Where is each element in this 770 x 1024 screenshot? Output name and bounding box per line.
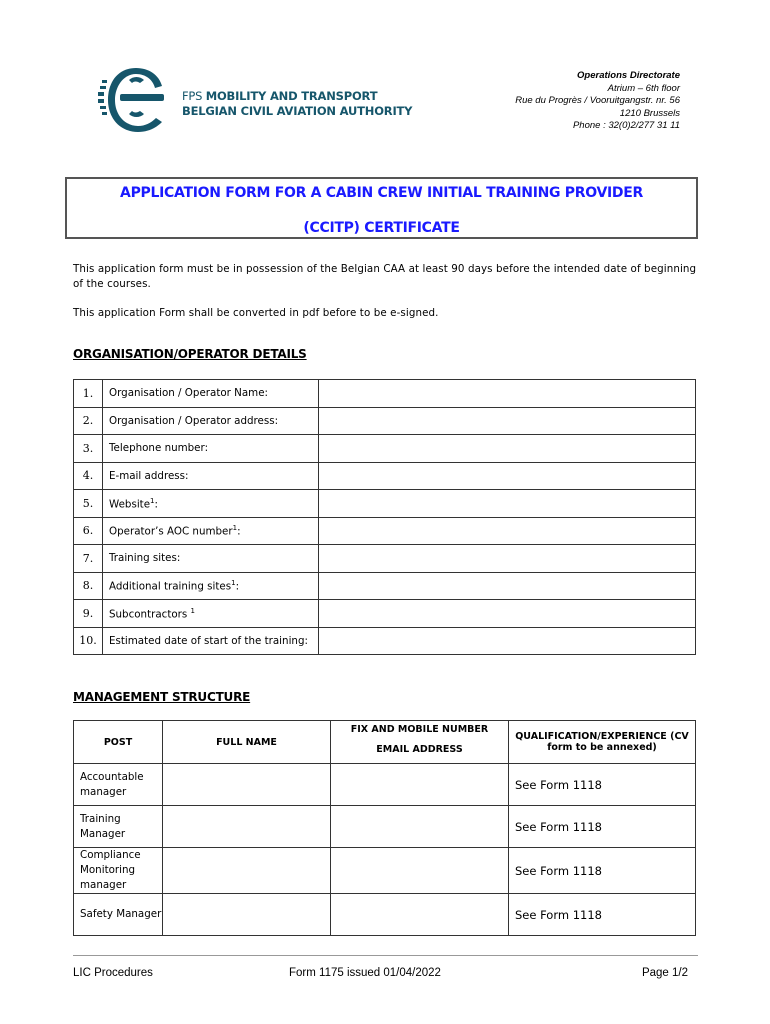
org-section-heading: ORGANISATION/OPERATOR DETAILS [73,347,307,361]
org-details-table [73,379,696,655]
row-value-field[interactable] [319,490,696,518]
full-name-field[interactable] [163,848,331,894]
footnote-marker: 1 [231,579,236,588]
address-line: Rue du Progrès / Vooruitgangstr. nr. 56 [515,95,680,106]
col-post: POST [74,721,163,764]
row-label-text: Website [109,497,151,510]
contact-field[interactable] [331,894,509,936]
table-row [74,627,696,655]
row-number: 9. [74,600,103,628]
row-number: 1. [74,380,103,408]
col-contact [331,721,509,764]
table-header-row [74,721,696,764]
row-label [103,490,319,518]
footnote-marker: 1 [232,524,238,533]
row-value-field[interactable] [319,517,696,545]
row-label-text: Organisation / Operator address: [109,414,279,427]
qualification-cell: See Form 1118 [509,806,696,848]
table-row [74,848,696,894]
col-full-name: FULL NAME [163,721,331,764]
row-number: 8. [74,572,103,600]
row-value-field[interactable] [319,627,696,655]
row-value-field[interactable] [319,407,696,435]
contact-field[interactable] [331,806,509,848]
address-title: Operations Directorate [577,70,680,81]
row-label [103,545,319,573]
row-label [103,435,319,463]
row-label-text: Operator’s AOC number [109,525,233,538]
row-label [103,572,319,600]
row-value-field[interactable] [319,435,696,463]
table-row [74,572,696,600]
full-name-field[interactable] [163,894,331,936]
intro-paragraph-2: This application Form shall be converted in pdf before to be e-signed. [73,307,439,319]
row-value-field[interactable] [319,545,696,573]
caa-logo-icon [96,66,168,134]
page-subtitle: (CCITP) CERTIFICATE [303,220,460,236]
footer-left: LIC Procedures [73,967,153,979]
footnote-marker: 1 [150,496,155,505]
row-value-field[interactable] [319,600,696,628]
contact-field[interactable] [331,764,509,806]
table-row [74,517,696,545]
row-label-suffix: : [154,497,158,510]
table-row [74,806,696,848]
row-label [103,462,319,490]
address-block [515,70,680,133]
footer-divider [73,955,698,956]
row-label-text: Additional training sites [109,580,232,593]
contact-field[interactable] [331,848,509,894]
row-label-text: Organisation / Operator Name: [109,387,269,400]
row-label [103,380,319,408]
title-box [65,177,698,239]
logo-fps: FPS [182,89,206,103]
col-contact-line1: FIX AND MOBILE NUMBER [350,724,489,735]
intro-paragraph: This application form must be in possession of the Belgian CAA at least 90 days before the intended date of beginning of the courses. [73,263,697,290]
post-cell: Compliance Monitoring manager [74,848,163,894]
col-qualification: QUALIFICATION/EXPERIENCE (CV form to be annexed) [509,721,696,764]
row-value-field[interactable] [319,462,696,490]
post-cell: Accountable manager [74,764,163,806]
full-name-field[interactable] [163,764,331,806]
table-row [74,490,696,518]
row-number: 6. [74,517,103,545]
row-label-suffix: : [235,580,240,593]
footer-center: Form 1175 issued 01/04/2022 [289,967,441,979]
table-row [74,764,696,806]
table-row [74,894,696,936]
row-label-text: Training sites: [109,552,181,565]
row-number: 10. [74,627,103,655]
row-label-text: Subcontractors [109,607,191,620]
row-number: 5. [74,490,103,518]
full-name-field[interactable] [163,806,331,848]
qualification-cell: See Form 1118 [509,894,696,936]
row-number: 7. [74,545,103,573]
table-row [74,545,696,573]
row-label-text: Estimated date of start of the training: [109,634,308,647]
col-contact-line2: EMAIL ADDRESS [376,744,463,755]
qualification-cell: See Form 1118 [509,764,696,806]
logo-wordmark [182,89,412,119]
row-label [103,407,319,435]
address-line: Phone : 32(0)2/277 31 11 [572,120,680,131]
row-value-field[interactable] [319,380,696,408]
logo-mobility: MOBILITY AND TRANSPORT [205,89,378,103]
row-number: 3. [74,435,103,463]
address-line: Atrium – 6th floor [607,82,680,94]
post-cell: Training Manager [74,806,163,848]
page-title: APPLICATION FORM FOR A CABIN CREW INITIAL TRAINING PROVIDER [120,185,643,201]
table-row [74,462,696,490]
table-row [74,435,696,463]
address-line: 1210 Brussels [619,107,680,119]
row-value-field[interactable] [319,572,696,600]
row-label-text: E-mail address: [109,469,189,482]
footer-right: Page 1/2 [641,967,688,979]
mgmt-structure-table [73,720,696,936]
row-label-suffix: : [237,525,241,538]
row-label [103,627,319,655]
mgmt-section-heading: MANAGEMENT STRUCTURE [73,690,251,704]
row-label-text: Telephone number: [109,442,209,455]
footnote-marker: 1 [190,606,196,615]
post-cell: Safety Manager [74,894,163,936]
qualification-cell: See Form 1118 [509,848,696,894]
row-label [103,600,319,628]
row-number: 4. [74,462,103,490]
table-row [74,407,696,435]
table-row [74,600,696,628]
logo-caa: BELGIAN CIVIL AVIATION AUTHORITY [182,104,413,118]
row-number: 2. [74,407,103,435]
table-row [74,380,696,408]
row-label [103,517,319,545]
